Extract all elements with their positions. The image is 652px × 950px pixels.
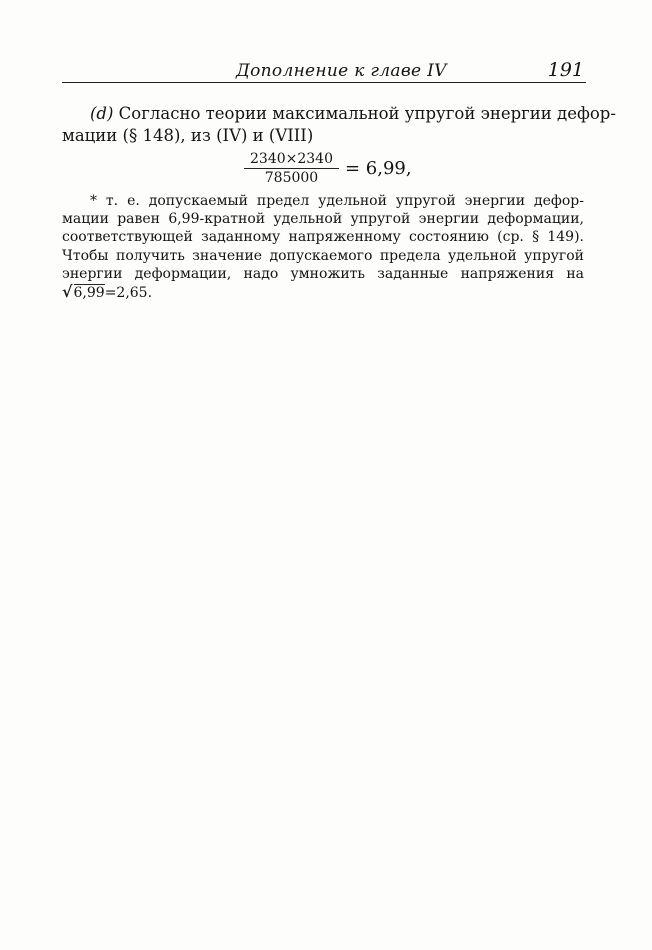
energy-ratio-formula xyxy=(244,146,412,190)
footnote xyxy=(62,192,584,302)
footnote-line: * т. е. допускаемый предел удельной упругой энергии дефор- xyxy=(90,193,584,209)
footnote-line: Чтобы получить значение допускаемого предела удельной упругой xyxy=(62,247,584,264)
page-number: 191 xyxy=(547,59,584,81)
item-label: (d) xyxy=(90,104,114,123)
footnote-line: энергии деформации, надо умножить заданные напряжения на xyxy=(62,265,584,282)
footnote-line: соответствующей заданному напряженному состоянию (ср. § 149). xyxy=(62,229,584,246)
header-rule xyxy=(62,82,586,83)
square-root-symbol: √ xyxy=(62,282,73,302)
paragraph-d-text-1: Согласно теории максимальной упругой энергии дефор- xyxy=(113,104,616,123)
footnote-root-line xyxy=(62,283,584,302)
running-head xyxy=(62,58,586,86)
paragraph-d-line-1 xyxy=(62,103,616,125)
paragraph-d-line-2: мации (§ 148), из (IV) и (VIII) xyxy=(62,126,314,145)
fraction xyxy=(244,151,339,186)
formula-result: = 6,99, xyxy=(345,157,412,179)
chapter-title: Дополнение к главе IV xyxy=(236,61,447,81)
fraction-numerator: 2340×2340 xyxy=(244,151,339,169)
footnote-line: мации равен 6,99-кратной удельной упругой энергии деформации, xyxy=(62,211,584,228)
fraction-denominator: 785000 xyxy=(264,169,319,186)
root-radicand: 6,99 xyxy=(73,285,105,302)
root-result: =2,65. xyxy=(104,285,153,302)
paragraph-d xyxy=(62,103,616,147)
